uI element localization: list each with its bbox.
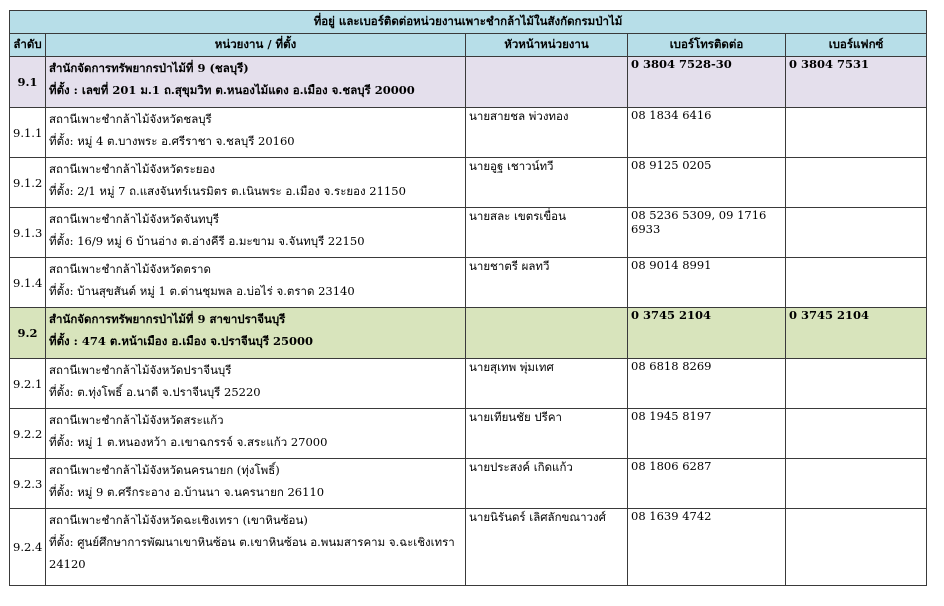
phone-cell: 08 5236 5309, 09 1716 6933 xyxy=(628,208,786,258)
phone-cell: 08 1806 6287 xyxy=(628,459,786,509)
phone-cell: 08 1639 4742 xyxy=(628,509,786,586)
fax-cell xyxy=(786,158,927,208)
unit-cell xyxy=(46,158,466,208)
unit-address: ที่ตั้ง : เลขที่ 201 ม.1 ถ.สุขุมวิท ต.หนองไม้แดง อ.เมือง จ.ชลบุรี 20000 xyxy=(49,83,415,97)
table-title: ที่อยู่ และเบอร์ติดต่อหน่วยงานเพาะชำกล้าไม้ในสังกัดกรมป่าไม้ xyxy=(10,11,927,34)
unit-address: ที่ตั้ง: หมู่ 9 ต.ศรีกระอาง อ.บ้านนา จ.นครนายก 26110 xyxy=(49,485,325,499)
phone-cell: 08 9014 8991 xyxy=(628,258,786,308)
row-number: 9.2 xyxy=(10,308,46,359)
unit-name: สถานีเพาะชำกล้าไม้จังหวัดนครนายก (ทุ่งโพธิ์) xyxy=(49,463,280,477)
unit-address: ที่ตั้ง: หมู่ 4 ต.บางพระ อ.ศรีราชา จ.ชลบุรี 20160 xyxy=(49,134,295,148)
table-row xyxy=(10,108,927,158)
fax-cell xyxy=(786,258,927,308)
unit-name: สถานีเพาะชำกล้าไม้จังหวัดจันทบุรี xyxy=(49,212,220,226)
head-cell: นายสายชล พ่วงทอง xyxy=(466,108,628,158)
table-row xyxy=(10,359,927,409)
unit-name: สถานีเพาะชำกล้าไม้จังหวัดปราจีนบุรี xyxy=(49,363,232,377)
unit-name: สถานีเพาะชำกล้าไม้จังหวัดตราด xyxy=(49,262,211,276)
column-header-phone: เบอร์โทรติดต่อ xyxy=(628,34,786,57)
head-cell: นายเทียนชัย ปรีคา xyxy=(466,409,628,459)
unit-cell xyxy=(46,57,466,108)
row-number: 9.2.2 xyxy=(10,409,46,459)
unit-cell xyxy=(46,308,466,359)
unit-cell xyxy=(46,509,466,586)
fax-cell: 0 3804 7531 xyxy=(786,57,927,108)
row-number: 9.2.1 xyxy=(10,359,46,409)
unit-address: ที่ตั้ง: 16/9 หมู่ 6 บ้านอ่าง ต.อ่างคีรี อ.มะขาม จ.จันทบุรี 22150 xyxy=(49,234,365,248)
unit-name: สำนักจัดการทรัพยากรป่าไม้ที่ 9 (ชลบุรี) xyxy=(49,61,249,75)
phone-cell: 08 1945 8197 xyxy=(628,409,786,459)
phone-cell: 0 3745 2104 xyxy=(628,308,786,359)
row-number: 9.2.3 xyxy=(10,459,46,509)
fax-cell xyxy=(786,459,927,509)
head-cell: นายสละ เขตรเขื่อน xyxy=(466,208,628,258)
row-number: 9.1.4 xyxy=(10,258,46,308)
unit-address: ที่ตั้ง : 474 ต.หน้าเมือง อ.เมือง จ.ปราจีนบุรี 25000 xyxy=(49,334,314,348)
row-number: 9.2.4 xyxy=(10,509,46,586)
fax-cell xyxy=(786,509,927,586)
head-cell: นายนิรันดร์ เลิศลักขณาวงศ์ xyxy=(466,509,628,586)
row-number: 9.1.1 xyxy=(10,108,46,158)
phone-cell: 0 3804 7528-30 xyxy=(628,57,786,108)
unit-cell xyxy=(46,258,466,308)
table-row xyxy=(10,258,927,308)
unit-address: ที่ตั้ง: หมู่ 1 ต.หนองหว้า อ.เขาฉกรรจ์ จ.สระแก้ว 27000 xyxy=(49,435,328,449)
phone-cell: 08 1834 6416 xyxy=(628,108,786,158)
head-cell: นายชาตรี ผลทวี xyxy=(466,258,628,308)
unit-cell xyxy=(46,459,466,509)
unit-cell xyxy=(46,359,466,409)
fax-cell: 0 3745 2104 xyxy=(786,308,927,359)
table-row xyxy=(10,459,927,509)
head-cell xyxy=(466,308,628,359)
column-header-head: หัวหน้าหน่วยงาน xyxy=(466,34,628,57)
unit-address: ที่ตั้ง: ต.ทุ่งโพธิ์ อ.นาดี จ.ปราจีนบุรี 25220 xyxy=(49,385,261,399)
unit-name: สถานีเพาะชำกล้าไม้จังหวัดฉะเชิงเทรา (เขาหินซ้อน) xyxy=(49,513,308,527)
phone-cell: 08 9125 0205 xyxy=(628,158,786,208)
table-row xyxy=(10,158,927,208)
unit-address: ที่ตั้ง: 2/1 หมู่ 7 ถ.แสงจันทร์เนรมิตร ต.เนินพระ อ.เมือง จ.ระยอง 21150 xyxy=(49,184,406,198)
unit-name: สำนักจัดการทรัพยากรป่าไม้ที่ 9 สาขาปราจีนบุรี xyxy=(49,312,286,326)
fax-cell xyxy=(786,208,927,258)
unit-cell xyxy=(46,108,466,158)
head-cell xyxy=(466,57,628,108)
unit-name: สถานีเพาะชำกล้าไม้จังหวัดชลบุรี xyxy=(49,112,212,126)
row-number: 9.1 xyxy=(10,57,46,108)
fax-cell xyxy=(786,359,927,409)
unit-name: สถานีเพาะชำกล้าไม้จังหวัดสระแก้ว xyxy=(49,413,224,427)
head-cell: นายประสงค์ เกิดแก้ว xyxy=(466,459,628,509)
unit-cell xyxy=(46,409,466,459)
table-row-region xyxy=(10,308,927,359)
column-header-no: ลำดับ xyxy=(10,34,46,57)
unit-name: สถานีเพาะชำกล้าไม้จังหวัดระยอง xyxy=(49,162,216,176)
table-row xyxy=(10,409,927,459)
unit-address: ที่ตั้ง: บ้านสุขสันต์ หมู่ 1 ต.ด่านชุมพล อ.บ่อไร่ จ.ตราด 23140 xyxy=(49,284,355,298)
table-row xyxy=(10,208,927,258)
row-number: 9.1.2 xyxy=(10,158,46,208)
contact-table xyxy=(9,10,927,586)
fax-cell xyxy=(786,108,927,158)
phone-cell: 08 6818 8269 xyxy=(628,359,786,409)
fax-cell xyxy=(786,409,927,459)
table-row-region xyxy=(10,57,927,108)
row-number: 9.1.3 xyxy=(10,208,46,258)
unit-address: ที่ตั้ง: ศูนย์ศึกษาการพัฒนาเขาหินซ้อน ต.เขาหินซ้อน อ.พนมสารคาม จ.ฉะเชิงเทรา 24120 xyxy=(49,535,455,571)
unit-cell xyxy=(46,208,466,258)
head-cell: นายอูฐ เชาวน์ทวี xyxy=(466,158,628,208)
head-cell: นายสุเทพ พุ่มเทศ xyxy=(466,359,628,409)
column-header-unit: หน่วยงาน / ที่ตั้ง xyxy=(46,34,466,57)
column-header-fax: เบอร์แฟกซ์ xyxy=(786,34,927,57)
table-row xyxy=(10,509,927,586)
